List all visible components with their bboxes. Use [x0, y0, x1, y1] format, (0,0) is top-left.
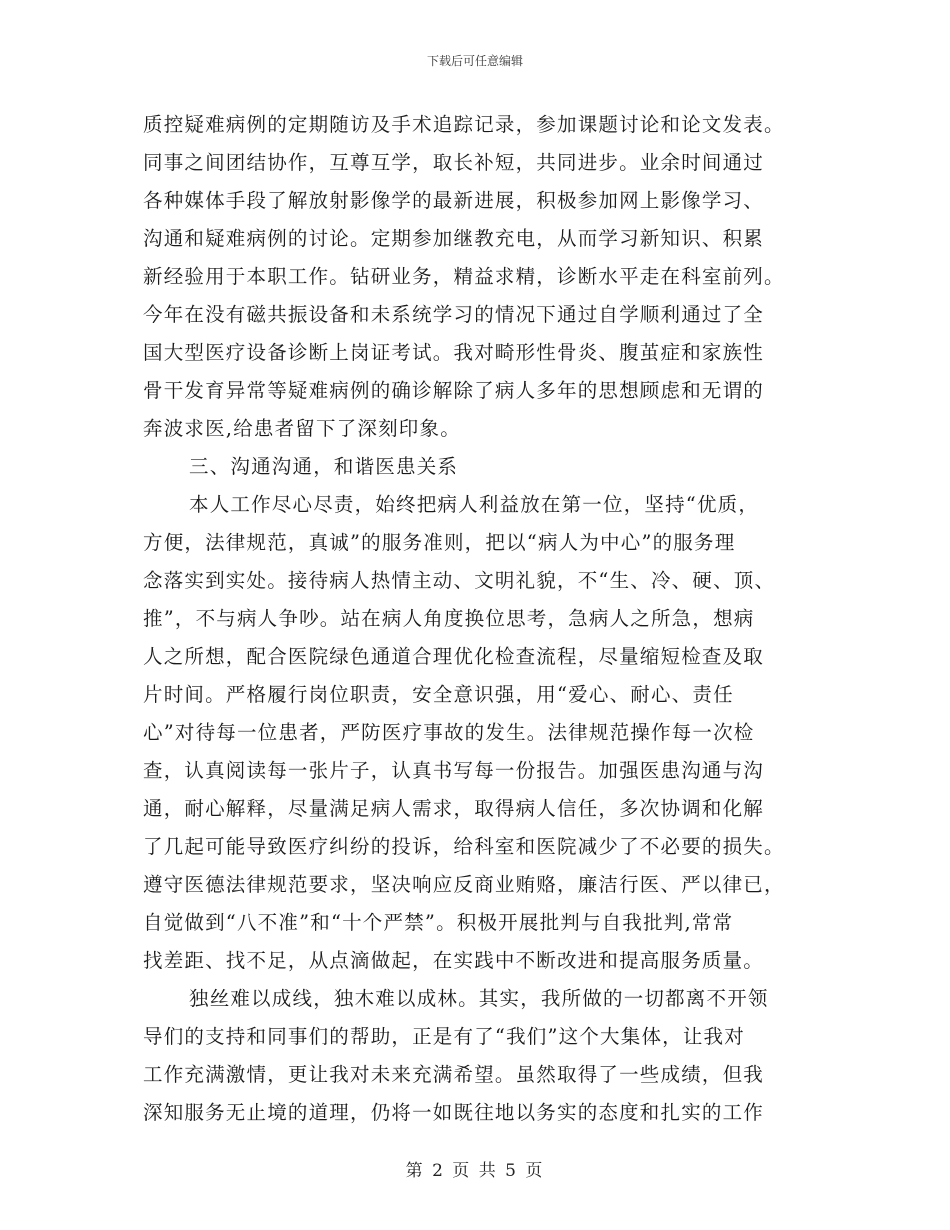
- text-line: 本人工作尽心尽责，始终把病人利益放在第一位，坚持“优质，: [189, 493, 760, 516]
- text-line: 人之所想，配合医院绿色通道合理优化检查流程，尽量缩短检查及取: [143, 645, 765, 668]
- text-line: 方便，法律规范，真诚”的服务准则，把以“病人为中心”的服务理: [143, 531, 736, 554]
- text-line: 遵守医德法律规范要求，坚决响应反商业贿赂，廉洁行医、严以律已，: [143, 873, 785, 896]
- text-line: 念落实到实处。接待病人热情主动、文明礼貌，不“生、冷、硬、顶、: [143, 569, 776, 592]
- text-line: 了几起可能导致医疗纠纷的投诉，给科室和医院减少了不必要的损失。: [143, 835, 785, 858]
- text-line: 同事之间团结协作，互尊互学，取长补短，共同进步。业余时间通过: [143, 151, 765, 174]
- text-line: 各种媒体手段了解放射影像学的最新进展，积极参加网上影像学习、: [143, 189, 765, 212]
- text-line: 查，认真阅读每一张片子，认真书写每一份报告。加强医患沟通与沟: [143, 759, 765, 782]
- text-line: 推”，不与病人争吵。站在病人角度换位思考，急病人之所急，想病: [143, 607, 755, 630]
- document-body: [143, 106, 810, 1132]
- text-line: 导们的支持和同事们的帮助，正是有了“我们”这个大集体，让我对: [143, 1025, 745, 1048]
- page-header-note: 下载后可任意编辑: [426, 54, 523, 68]
- text-line: 骨干发育异常等疑难病例的确诊解除了病人多年的思想顾虑和无谓的: [143, 379, 765, 402]
- text-line: 自觉做到“八不准”和“十个严禁”。积极开展批判与自我批判,常常: [143, 911, 734, 934]
- text-line: 通，耐心解释，尽量满足病人需求，取得病人信任，多次协调和化解: [143, 797, 765, 820]
- text-line: 工作充满激情，更让我对未来充满希望。虽然取得了一些成绩，但我: [143, 1063, 765, 1086]
- page-number: 第 2 页 共 5 页: [405, 1161, 545, 1181]
- section-heading: 三、沟通沟通，和谐医患关系: [189, 455, 459, 478]
- text-line: 新经验用于本职工作。钻研业务，精益求精，诊断水平走在科室前列。: [143, 265, 785, 288]
- text-line: 奔波求医,给患者留下了深刻印象。: [143, 417, 461, 440]
- text-line: 独丝难以成线，独木难以成林。其实，我所做的一切都离不开领: [189, 987, 769, 1010]
- text-line: 质控疑难病例的定期随访及手术追踪记录，参加课题讨论和论文发表。: [143, 113, 785, 136]
- text-line: 心”对待每一位患者，严防医疗事故的发生。法律规范操作每一次检: [143, 721, 755, 744]
- text-line: 今年在没有磁共振设备和未系统学习的情况下通过自学顺利通过了全: [143, 303, 765, 326]
- text-line: 片时间。严格履行岗位职责，安全意识强，用“爱心、耐心、责任: [143, 683, 734, 706]
- text-line: 找差距、找不足，从点滴做起，在实践中不断改进和提高服务质量。: [143, 949, 765, 972]
- text-line: 沟通和疑难病例的讨论。定期参加继教充电，从而学习新知识、积累: [143, 227, 765, 250]
- text-line: 国大型医疗设备诊断上岗证考试。我对畸形性骨炎、腹茧症和家族性: [143, 341, 765, 364]
- text-line: 深知服务无止境的道理，仍将一如既往地以务实的态度和扎实的工作: [143, 1101, 765, 1124]
